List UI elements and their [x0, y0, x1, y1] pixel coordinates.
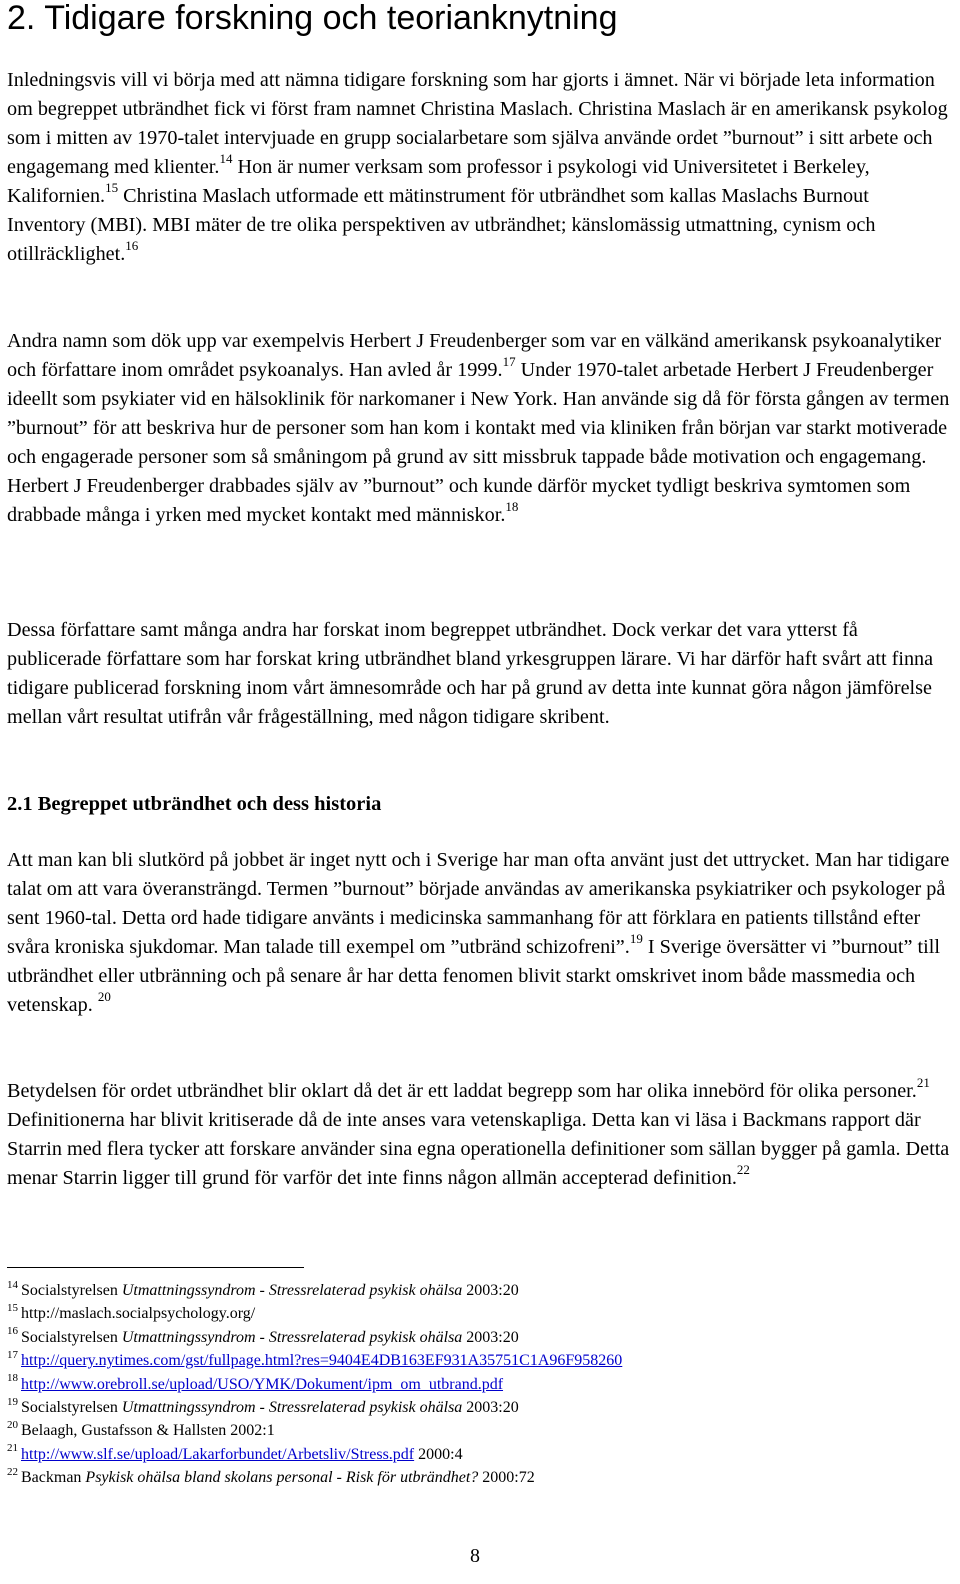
- subsection-heading: 2.1 Begreppet utbrändhet och dess historia: [7, 793, 382, 815]
- footnote-title: Psykisk ohälsa bland skolans personal - Risk för utbrändhet?: [85, 1469, 479, 1487]
- footnote-number: 19: [7, 1395, 18, 1408]
- footnote-title: Utmattningssyndrom - Stressrelaterad psykisk ohälsa: [121, 1328, 463, 1346]
- footnote-suffix: 2003:20: [462, 1282, 519, 1299]
- section-heading: 2. Tidigare forskning och teorianknytning: [7, 0, 618, 37]
- footnote-text: Socialstyrelsen: [21, 1399, 122, 1416]
- footnote-text: Socialstyrelsen: [21, 1328, 122, 1346]
- footnote-text: Backman: [21, 1469, 86, 1487]
- footnote-suffix: 2000:4: [414, 1445, 463, 1463]
- footnote-ref-14[interactable]: 14: [219, 151, 233, 167]
- footnote-14: [7, 1279, 519, 1303]
- footnote-number: 16: [7, 1325, 18, 1338]
- paragraph-1: Inledningsvis vill vi börja med att nämna tidigare forskning som har gjorts i ämnet. När vi började leta information om begreppet utbrändhet fick vi först fram namnet Christina Maslach. Christina Maslach är en amerikansk psykolog som i mitten av 1970-talet intervjuade en grupp socialarbetare som själva använde ordet ”burnout” i sitt arbete och engagemang med klienter.$^{14}$ Hon är numer verksam som professor i psykologi vid Universitetet i Berkeley, Kalifornien.$^{15}$ Christina Maslach utformade ett mätinstrument för utbrändhet som kallas Maslachs Burnout Inventory (MBI). MBI mäter de tre olika perspektiven av utbrändhet; känslomässig utmattning, cynism och otillräcklighet.$^{16}$: [7, 69, 948, 265]
- footnote-text: Socialstyrelsen: [21, 1282, 122, 1299]
- footnote-text: http://maslach.socialpsychology.org/: [21, 1305, 256, 1323]
- footnote-18: [7, 1373, 503, 1397]
- footnote-title: Utmattningssyndrom - Stressrelaterad psykisk ohälsa: [121, 1399, 463, 1416]
- footnote-ref-19[interactable]: 19: [629, 931, 643, 947]
- footnote-link[interactable]: http://www.slf.se/upload/Lakarforbundet/Arbetsliv/Stress.pdf: [21, 1445, 415, 1463]
- footnote-ref-22[interactable]: 22: [736, 1162, 750, 1178]
- footnote-ref-17[interactable]: 17: [502, 354, 516, 370]
- footnote-17: [7, 1349, 622, 1373]
- footnote-15: [7, 1302, 255, 1326]
- footnote-link[interactable]: http://query.nytimes.com/gst/fullpage.html?res=9404E4DB163EF931A35751C1A96F958260: [21, 1352, 623, 1370]
- footnote-number: 22: [7, 1465, 18, 1478]
- footnote-title: Utmattningssyndrom - Stressrelaterad psykisk ohälsa: [121, 1282, 463, 1299]
- page-number: 8: [470, 1545, 480, 1567]
- footnote-number: 20: [7, 1419, 18, 1432]
- footnote-divider: [7, 1267, 304, 1268]
- footnote-21: [7, 1443, 463, 1467]
- footnote-number: 21: [7, 1442, 18, 1455]
- footnote-ref-16[interactable]: 16: [125, 238, 139, 254]
- footnote-ref-15[interactable]: 15: [105, 180, 119, 196]
- footnote-number: 15: [7, 1302, 18, 1315]
- footnote-text: Belaagh, Gustafsson & Hallsten 2002:1: [21, 1422, 275, 1440]
- footnote-suffix: 2000:72: [478, 1469, 535, 1487]
- footnote-20: [7, 1419, 275, 1443]
- paragraph-5: Betydelsen för ordet utbrändhet blir oklart då det är ett laddat begrepp som har olika innebörd för olika personer.$^{21}$ Definitionerna har blivit kritiserade då de inte anses vara vetenskapliga. Detta kan vi läsa i Backmans rapport där Starrin med flera tycker att forskare använder sina egna operationella definitioner som sällan bygger på gamla. Detta menar Starrin ligger till grund för varför det inte finns någon allmän accepterad definition.$^{22}$: [7, 1075, 950, 1189]
- footnote-number: 18: [7, 1372, 18, 1385]
- footnote-ref-21[interactable]: 21: [916, 1075, 930, 1091]
- footnote-19: [7, 1396, 519, 1420]
- footnote-suffix: 2003:20: [462, 1399, 519, 1416]
- footnote-number: 14: [7, 1278, 18, 1291]
- footnote-link[interactable]: http://www.orebroll.se/upload/USO/YMK/Dokument/ipm_om_utbrand.pdf: [21, 1375, 504, 1393]
- footnote-16: [7, 1326, 519, 1350]
- paragraph-3: Dessa författare samt många andra har forskat inom begreppet utbrändhet. Dock verkar det vara ytterst få publicerade författare som har forskat kring utbrändhet bland yrkesgruppen lärare. Vi har därför haft svårt att finna tidigare publicerad forskning inom vårt ämnesområde och har på grund av detta inte kunnat göra någon jämförelse mellan vårt resultat utifrån vår frågeställning, med någon tidigare skribent.: [7, 619, 934, 728]
- paragraph-2: Andra namn som dök upp var exempelvis Herbert J Freudenberger som var en välkänd amerikansk psykoanalytiker och författare inom området psykoanalys. Han avled år 1999.17 Under 1970-talet arbetade Herbert J Freudenberger ideellt som psykiater vid en hälsoklinik för narkomaner i New York. Han använde sig då för första gången av termen ”burnout” för att beskriva hur de personer som han kom i kontakt med via kliniken från början var starkt motiverade och engagerade personer som så småningom på grund av sitt missbruk tappade både motivation och engagemang. Herbert J Freudenberger drabbades själv av ”burnout” och kunde därför mycket tydligt beskriva symtomen som drabbade många i yrken med mycket kontakt med människor.$^{18}$: [7, 330, 950, 526]
- footnote-number: 17: [7, 1348, 18, 1361]
- paragraph-4: Att man kan bli slutkörd på jobbet är inget nytt och i Sverige har man ofta använt just det uttrycket. Man har tidigare talat om att vara överansträngd. Termen ”burnout” började användas av amerikanska psykiatriker och psykologer på sent 1960-tal. Detta ord hade tidigare använts i medicinska sammanhang för att förklara en patients tillstånd efter svåra kroniska sjukdomar. Man talade till exempel om ”utbränd schizofreni”.$^{19}$ I Sverige översätter vi ”burnout” till utbrändhet eller utbränning och på senare år har detta fenomen blivit starkt omskrivet inom både massmedia och vetenskap. $^{20}$: [7, 849, 950, 1016]
- footnote-22: [7, 1466, 535, 1490]
- footnote-ref-20[interactable]: 20: [97, 989, 111, 1005]
- footnote-suffix: 2003:20: [462, 1328, 519, 1346]
- footnote-ref-18[interactable]: 18: [505, 499, 519, 515]
